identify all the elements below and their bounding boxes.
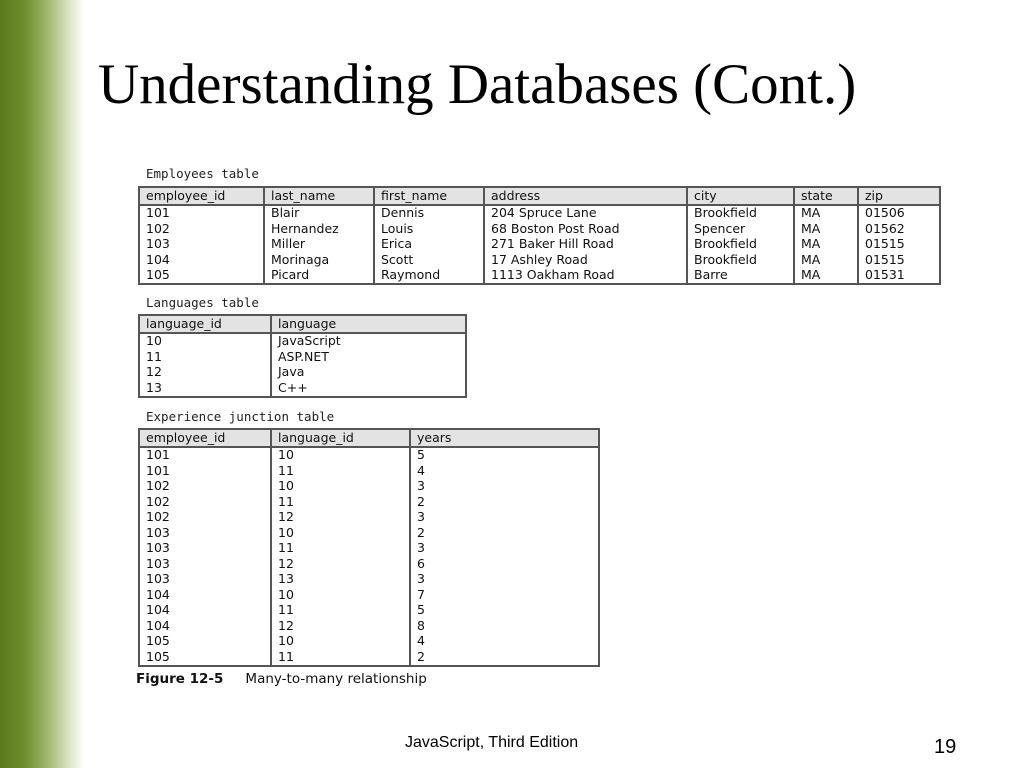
table-cell: 271 Baker Hill Road bbox=[484, 237, 687, 253]
table-cell: 68 Boston Post Road bbox=[484, 221, 687, 237]
table-cell: Dennis bbox=[374, 205, 484, 222]
table-row bbox=[139, 556, 599, 572]
table-row bbox=[139, 463, 599, 479]
figure-caption bbox=[136, 671, 427, 687]
employees-header-cell: employee_id bbox=[139, 187, 264, 205]
table-cell: 01506 bbox=[858, 205, 940, 222]
table-cell: ASP.NET bbox=[271, 349, 466, 365]
table-cell: Raymond bbox=[374, 268, 484, 285]
table-cell: Scott bbox=[374, 252, 484, 268]
table-cell: 4 bbox=[410, 634, 599, 650]
table-cell: MA bbox=[794, 252, 858, 268]
table-cell: 2 bbox=[410, 525, 599, 541]
employees-header-cell: first_name bbox=[374, 187, 484, 205]
table-cell: 10 bbox=[271, 634, 410, 650]
employees-header-cell: city bbox=[687, 187, 794, 205]
languages-header-cell: language_id bbox=[139, 315, 271, 333]
table-row bbox=[139, 252, 940, 268]
table-row bbox=[139, 205, 940, 222]
table-cell: 01515 bbox=[858, 237, 940, 253]
table-cell: 101 bbox=[139, 463, 271, 479]
table-cell: 105 bbox=[139, 268, 264, 285]
table-cell: 1113 Oakham Road bbox=[484, 268, 687, 285]
table-row bbox=[139, 380, 466, 397]
table-cell: 12 bbox=[271, 510, 410, 526]
table-cell: 104 bbox=[139, 587, 271, 603]
table-cell: MA bbox=[794, 268, 858, 285]
table-cell: Spencer bbox=[687, 221, 794, 237]
table-cell: Erica bbox=[374, 237, 484, 253]
table-cell: MA bbox=[794, 205, 858, 222]
table-cell: JavaScript bbox=[271, 333, 466, 350]
page-number: 19 bbox=[934, 736, 957, 758]
employees-table bbox=[138, 186, 941, 285]
table-cell: MA bbox=[794, 237, 858, 253]
table-row bbox=[139, 268, 940, 285]
table-cell: 2 bbox=[410, 649, 599, 666]
employees-body bbox=[139, 205, 940, 285]
table-cell: 17 Ashley Road bbox=[484, 252, 687, 268]
table-cell: 104 bbox=[139, 603, 271, 619]
table-cell: 5 bbox=[410, 603, 599, 619]
table-row bbox=[139, 237, 940, 253]
languages-table-caption: Languages table bbox=[146, 295, 259, 310]
table-cell: 4 bbox=[410, 463, 599, 479]
table-cell: Hernandez bbox=[264, 221, 374, 237]
table-cell: 01562 bbox=[858, 221, 940, 237]
table-cell: 10 bbox=[271, 525, 410, 541]
table-cell: Morinaga bbox=[264, 252, 374, 268]
table-cell: 11 bbox=[139, 349, 271, 365]
table-cell: Java bbox=[271, 365, 466, 381]
table-cell: 10 bbox=[139, 333, 271, 350]
table-cell: 101 bbox=[139, 447, 271, 464]
table-row bbox=[139, 603, 599, 619]
table-cell: Picard bbox=[264, 268, 374, 285]
languages-table bbox=[138, 314, 467, 398]
table-cell: 3 bbox=[410, 479, 599, 495]
employees-header-cell: state bbox=[794, 187, 858, 205]
table-cell: 11 bbox=[271, 541, 410, 557]
table-cell: 12 bbox=[271, 618, 410, 634]
employees-header-cell: last_name bbox=[264, 187, 374, 205]
experience-header-cell: language_id bbox=[271, 429, 410, 447]
table-cell: Brookfield bbox=[687, 252, 794, 268]
table-cell: 10 bbox=[271, 587, 410, 603]
table-cell: 204 Spruce Lane bbox=[484, 205, 687, 222]
table-cell: 8 bbox=[410, 618, 599, 634]
table-cell: 3 bbox=[410, 510, 599, 526]
table-cell: 105 bbox=[139, 634, 271, 650]
experience-header-cell: employee_id bbox=[139, 429, 271, 447]
table-row bbox=[139, 221, 940, 237]
table-cell: Brookfield bbox=[687, 205, 794, 222]
table-cell: 2 bbox=[410, 494, 599, 510]
slide-title: Understanding Databases (Cont.) bbox=[98, 53, 857, 116]
table-cell: 104 bbox=[139, 618, 271, 634]
table-row bbox=[139, 494, 599, 510]
figure-caption-text: Many-to-many relationship bbox=[245, 671, 427, 687]
table-cell: 103 bbox=[139, 556, 271, 572]
table-cell: Louis bbox=[374, 221, 484, 237]
table-cell: 11 bbox=[271, 494, 410, 510]
table-cell: 11 bbox=[271, 603, 410, 619]
table-cell: 103 bbox=[139, 237, 264, 253]
table-cell: Blair bbox=[264, 205, 374, 222]
table-row bbox=[139, 541, 599, 557]
table-row bbox=[139, 618, 599, 634]
table-cell: 13 bbox=[271, 572, 410, 588]
table-row bbox=[139, 649, 599, 666]
table-row bbox=[139, 587, 599, 603]
table-cell: 3 bbox=[410, 572, 599, 588]
figure-label: Figure 12-5 bbox=[136, 671, 224, 687]
table-row bbox=[139, 572, 599, 588]
table-cell: 5 bbox=[410, 447, 599, 464]
table-cell: 01515 bbox=[858, 252, 940, 268]
table-cell: 11 bbox=[271, 649, 410, 666]
table-cell: 11 bbox=[271, 463, 410, 479]
table-cell: Brookfield bbox=[687, 237, 794, 253]
table-cell: 7 bbox=[410, 587, 599, 603]
experience-table-caption: Experience junction table bbox=[146, 409, 335, 424]
table-cell: 102 bbox=[139, 510, 271, 526]
employees-header-cell: zip bbox=[858, 187, 940, 205]
table-row bbox=[139, 365, 466, 381]
table-cell: 102 bbox=[139, 221, 264, 237]
table-row bbox=[139, 634, 599, 650]
table-cell: MA bbox=[794, 221, 858, 237]
table-cell: 3 bbox=[410, 541, 599, 557]
table-cell: 102 bbox=[139, 479, 271, 495]
languages-body bbox=[139, 333, 466, 397]
table-row bbox=[139, 349, 466, 365]
table-cell: 101 bbox=[139, 205, 264, 222]
experience-header-cell: years bbox=[410, 429, 599, 447]
table-row bbox=[139, 447, 599, 464]
table-cell: 103 bbox=[139, 541, 271, 557]
languages-header-row bbox=[139, 315, 466, 333]
table-cell: 103 bbox=[139, 525, 271, 541]
table-cell: 10 bbox=[271, 479, 410, 495]
table-row bbox=[139, 333, 466, 350]
table-cell: 10 bbox=[271, 447, 410, 464]
table-cell: 12 bbox=[139, 365, 271, 381]
slide-footer: JavaScript, Third Edition bbox=[405, 734, 579, 751]
table-cell: 13 bbox=[139, 380, 271, 397]
table-cell: 103 bbox=[139, 572, 271, 588]
table-row bbox=[139, 479, 599, 495]
table-cell: 104 bbox=[139, 252, 264, 268]
table-cell: 105 bbox=[139, 649, 271, 666]
experience-table bbox=[138, 428, 600, 667]
table-cell: Barre bbox=[687, 268, 794, 285]
table-cell: 01531 bbox=[858, 268, 940, 285]
table-cell: 102 bbox=[139, 494, 271, 510]
employees-header-row bbox=[139, 187, 940, 205]
experience-body bbox=[139, 447, 599, 666]
table-cell: Miller bbox=[264, 237, 374, 253]
languages-header-cell: language bbox=[271, 315, 466, 333]
employees-header-cell: address bbox=[484, 187, 687, 205]
employees-table-caption: Employees table bbox=[146, 166, 259, 181]
side-gradient-bar bbox=[0, 0, 84, 768]
table-row bbox=[139, 510, 599, 526]
table-cell: C++ bbox=[271, 380, 466, 397]
experience-header-row bbox=[139, 429, 599, 447]
table-row bbox=[139, 525, 599, 541]
table-cell: 12 bbox=[271, 556, 410, 572]
table-cell: 6 bbox=[410, 556, 599, 572]
